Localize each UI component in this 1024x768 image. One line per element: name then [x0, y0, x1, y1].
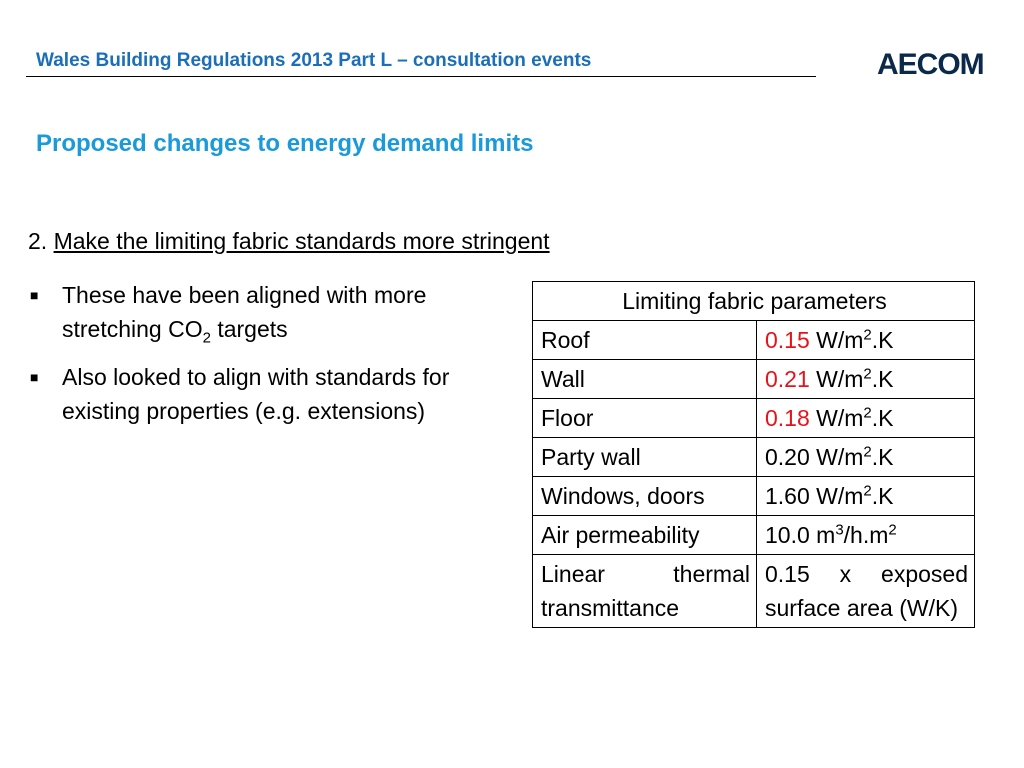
table-row: [533, 516, 975, 555]
table-row: [533, 399, 975, 438]
value-number: 0.20: [765, 444, 810, 470]
point-text: Make the limiting fabric standards more stringent: [53, 228, 550, 254]
bullet-text-end: targets: [210, 316, 288, 342]
value-unit: W/m: [809, 366, 864, 392]
value-unit-end: .K: [871, 327, 894, 353]
table-row: [533, 555, 975, 628]
value-unit-end: .K: [871, 483, 894, 509]
value-cell: [757, 516, 975, 555]
bullet-item: [30, 278, 480, 346]
table-row: [533, 477, 975, 516]
value-cell: [757, 477, 975, 516]
bullet-square-icon: ■: [30, 369, 39, 385]
value-cell: 0.15 x exposed surface area (W/K): [757, 555, 975, 628]
point-heading: [28, 228, 550, 255]
value-number: 10.0 m: [765, 522, 836, 548]
bullet-subscript: 2: [202, 329, 211, 347]
slide-title: Proposed changes to energy demand limits: [36, 130, 534, 157]
bullet-text: These have been aligned with more stretching CO: [62, 282, 427, 342]
table-row: [533, 360, 975, 399]
value-unit: W/m: [809, 444, 864, 470]
table-row: [533, 321, 975, 360]
table-header: Limiting fabric parameters: [533, 282, 975, 321]
value-cell: [757, 438, 975, 477]
bullet-list: [30, 278, 480, 442]
value-cell: [757, 360, 975, 399]
value-number: 1.60: [765, 483, 810, 509]
bullet-square-icon: ■: [30, 287, 39, 303]
value-unit: /h.m: [843, 522, 889, 548]
header-divider: [26, 76, 816, 77]
value-unit: W/m: [809, 327, 864, 353]
value-unit: W/m: [809, 405, 864, 431]
value-unit: W/m: [809, 483, 864, 509]
param-cell: Wall: [533, 360, 757, 399]
param-cell: Linear thermal transmittance: [533, 555, 757, 628]
value-sup: 2: [863, 404, 872, 422]
value-sup: 2: [888, 521, 897, 539]
bullet-item: [30, 360, 480, 428]
param-cell: Party wall: [533, 438, 757, 477]
param-cell: Windows, doors: [533, 477, 757, 516]
value-sup: 2: [863, 326, 872, 344]
value-number: 0.18: [765, 405, 810, 431]
aecom-logo: AECOM: [877, 48, 984, 81]
header-title: Wales Building Regulations 2013 Part L – consultation events: [36, 50, 592, 71]
value-number: 0.21: [765, 366, 810, 392]
value-sup: 2: [863, 443, 872, 461]
fabric-parameters-table: [532, 281, 975, 628]
param-cell: Air permeability: [533, 516, 757, 555]
table-row: [533, 438, 975, 477]
value-unit-end: .K: [871, 405, 894, 431]
value-sup: 2: [863, 365, 872, 383]
param-cell: Floor: [533, 399, 757, 438]
value-sup: 2: [863, 482, 872, 500]
value-number: 0.15: [765, 327, 810, 353]
value-unit-end: .K: [871, 366, 894, 392]
bullet-text: Also looked to align with standards for existing properties (e.g. extensions): [62, 364, 450, 424]
param-cell: Roof: [533, 321, 757, 360]
table-header-row: [533, 282, 975, 321]
value-unit-end: .K: [871, 444, 894, 470]
point-number: 2.: [28, 228, 48, 254]
value-cell: [757, 321, 975, 360]
value-sup: 3: [835, 521, 844, 539]
value-cell: [757, 399, 975, 438]
